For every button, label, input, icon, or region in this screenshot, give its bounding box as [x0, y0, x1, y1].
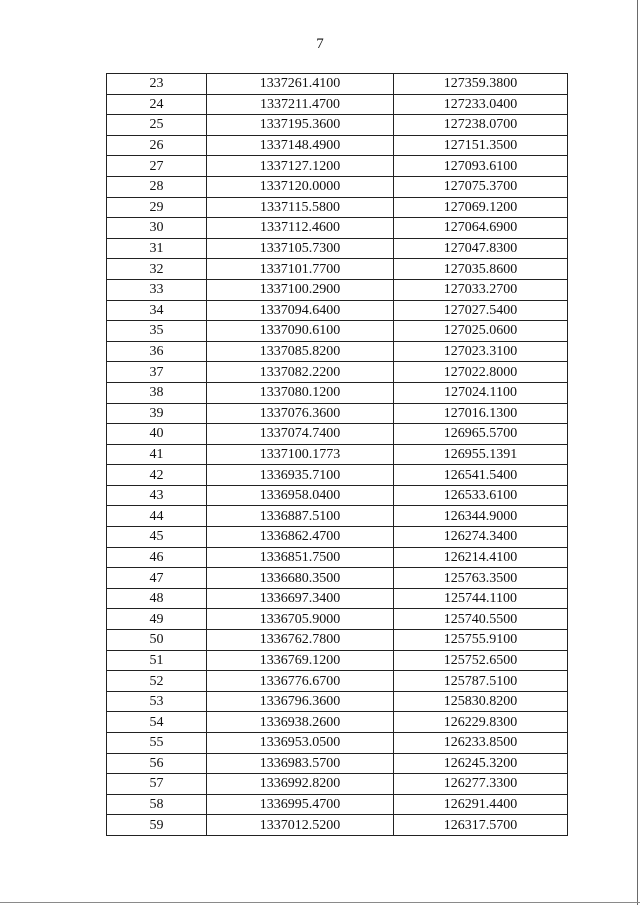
x-coordinate-cell: 1337100.1773 — [207, 444, 394, 465]
y-coordinate-cell: 127075.3700 — [394, 176, 568, 197]
table-row — [107, 74, 568, 95]
table-row — [107, 465, 568, 486]
table-row — [107, 485, 568, 506]
point-number-cell: 56 — [107, 753, 207, 774]
point-number-cell: 32 — [107, 259, 207, 280]
point-number-cell: 33 — [107, 279, 207, 300]
x-coordinate-cell: 1337261.4100 — [207, 74, 394, 95]
y-coordinate-cell: 126291.4400 — [394, 794, 568, 815]
y-coordinate-cell: 127024.1100 — [394, 382, 568, 403]
y-coordinate-cell: 125763.3500 — [394, 568, 568, 589]
x-coordinate-cell: 1337112.4600 — [207, 218, 394, 239]
y-coordinate-cell: 127064.6900 — [394, 218, 568, 239]
point-number-cell: 53 — [107, 691, 207, 712]
x-coordinate-cell: 1336776.6700 — [207, 671, 394, 692]
point-number-cell: 40 — [107, 424, 207, 445]
x-coordinate-cell: 1336680.3500 — [207, 568, 394, 589]
table-row — [107, 94, 568, 115]
y-coordinate-cell: 126229.8300 — [394, 712, 568, 733]
point-number-cell: 34 — [107, 300, 207, 321]
x-coordinate-cell: 1336769.1200 — [207, 650, 394, 671]
coordinates-table-body — [107, 74, 568, 836]
x-coordinate-cell: 1336762.7800 — [207, 630, 394, 651]
point-number-cell: 36 — [107, 341, 207, 362]
y-coordinate-cell: 127023.3100 — [394, 341, 568, 362]
table-row — [107, 712, 568, 733]
x-coordinate-cell: 1336705.9000 — [207, 609, 394, 630]
x-coordinate-cell: 1336995.4700 — [207, 794, 394, 815]
table-row — [107, 218, 568, 239]
page-edge-bottom — [0, 902, 640, 903]
x-coordinate-cell: 1336697.3400 — [207, 588, 394, 609]
y-coordinate-cell: 126344.9000 — [394, 506, 568, 527]
y-coordinate-cell: 125740.5500 — [394, 609, 568, 630]
y-coordinate-cell: 126541.5400 — [394, 465, 568, 486]
point-number-cell: 57 — [107, 774, 207, 795]
y-coordinate-cell: 127035.8600 — [394, 259, 568, 280]
point-number-cell: 39 — [107, 403, 207, 424]
point-number-cell: 23 — [107, 74, 207, 95]
x-coordinate-cell: 1336851.7500 — [207, 547, 394, 568]
x-coordinate-cell: 1336935.7100 — [207, 465, 394, 486]
table-row — [107, 238, 568, 259]
table-row — [107, 156, 568, 177]
y-coordinate-cell: 127233.0400 — [394, 94, 568, 115]
table-row — [107, 506, 568, 527]
x-coordinate-cell: 1337012.5200 — [207, 815, 394, 836]
x-coordinate-cell: 1337127.1200 — [207, 156, 394, 177]
x-coordinate-cell: 1337195.3600 — [207, 115, 394, 136]
y-coordinate-cell: 126317.5700 — [394, 815, 568, 836]
y-coordinate-cell: 127238.0700 — [394, 115, 568, 136]
point-number-cell: 35 — [107, 321, 207, 342]
point-number-cell: 27 — [107, 156, 207, 177]
point-number-cell: 42 — [107, 465, 207, 486]
y-coordinate-cell: 127025.0600 — [394, 321, 568, 342]
table-row — [107, 527, 568, 548]
point-number-cell: 48 — [107, 588, 207, 609]
table-row — [107, 197, 568, 218]
x-coordinate-cell: 1336938.2600 — [207, 712, 394, 733]
y-coordinate-cell: 126955.1391 — [394, 444, 568, 465]
y-coordinate-cell: 125787.5100 — [394, 671, 568, 692]
point-number-cell: 29 — [107, 197, 207, 218]
x-coordinate-cell: 1337148.4900 — [207, 135, 394, 156]
y-coordinate-cell: 127022.8000 — [394, 362, 568, 383]
y-coordinate-cell: 126277.3300 — [394, 774, 568, 795]
x-coordinate-cell: 1337094.6400 — [207, 300, 394, 321]
point-number-cell: 28 — [107, 176, 207, 197]
x-coordinate-cell: 1337082.2200 — [207, 362, 394, 383]
table-row — [107, 135, 568, 156]
point-number-cell: 50 — [107, 630, 207, 651]
x-coordinate-cell: 1337100.2900 — [207, 279, 394, 300]
point-number-cell: 49 — [107, 609, 207, 630]
table-row — [107, 568, 568, 589]
y-coordinate-cell: 126965.5700 — [394, 424, 568, 445]
point-number-cell: 25 — [107, 115, 207, 136]
point-number-cell: 31 — [107, 238, 207, 259]
x-coordinate-cell: 1337074.7400 — [207, 424, 394, 445]
point-number-cell: 58 — [107, 794, 207, 815]
y-coordinate-cell: 125744.1100 — [394, 588, 568, 609]
coordinates-table — [106, 73, 568, 836]
point-number-cell: 52 — [107, 671, 207, 692]
x-coordinate-cell: 1337090.6100 — [207, 321, 394, 342]
y-coordinate-cell: 127016.1300 — [394, 403, 568, 424]
x-coordinate-cell: 1337085.8200 — [207, 341, 394, 362]
point-number-cell: 46 — [107, 547, 207, 568]
table-row — [107, 300, 568, 321]
point-number-cell: 51 — [107, 650, 207, 671]
y-coordinate-cell: 126533.6100 — [394, 485, 568, 506]
x-coordinate-cell: 1337101.7700 — [207, 259, 394, 280]
x-coordinate-cell: 1336796.3600 — [207, 691, 394, 712]
x-coordinate-cell: 1336958.0400 — [207, 485, 394, 506]
table-row — [107, 815, 568, 836]
x-coordinate-cell: 1337115.5800 — [207, 197, 394, 218]
x-coordinate-cell: 1336887.5100 — [207, 506, 394, 527]
y-coordinate-cell: 126274.3400 — [394, 527, 568, 548]
page-number: 7 — [316, 36, 324, 52]
point-number-cell: 47 — [107, 568, 207, 589]
table-row — [107, 279, 568, 300]
x-coordinate-cell: 1336992.8200 — [207, 774, 394, 795]
y-coordinate-cell: 125752.6500 — [394, 650, 568, 671]
table-row — [107, 403, 568, 424]
y-coordinate-cell: 127093.6100 — [394, 156, 568, 177]
table-row — [107, 671, 568, 692]
x-coordinate-cell: 1337080.1200 — [207, 382, 394, 403]
x-coordinate-cell: 1336983.5700 — [207, 753, 394, 774]
point-number-cell: 44 — [107, 506, 207, 527]
point-number-cell: 45 — [107, 527, 207, 548]
y-coordinate-cell: 127047.8300 — [394, 238, 568, 259]
x-coordinate-cell: 1337211.4700 — [207, 94, 394, 115]
table-row — [107, 176, 568, 197]
y-coordinate-cell: 127069.1200 — [394, 197, 568, 218]
point-number-cell: 59 — [107, 815, 207, 836]
table-row — [107, 733, 568, 754]
x-coordinate-cell: 1336862.4700 — [207, 527, 394, 548]
y-coordinate-cell: 127151.3500 — [394, 135, 568, 156]
table-row — [107, 588, 568, 609]
point-number-cell: 41 — [107, 444, 207, 465]
x-coordinate-cell: 1337076.3600 — [207, 403, 394, 424]
table-row — [107, 650, 568, 671]
table-row — [107, 341, 568, 362]
y-coordinate-cell: 127033.2700 — [394, 279, 568, 300]
table-row — [107, 382, 568, 403]
y-coordinate-cell: 127027.5400 — [394, 300, 568, 321]
point-number-cell: 54 — [107, 712, 207, 733]
point-number-cell: 43 — [107, 485, 207, 506]
y-coordinate-cell: 126233.8500 — [394, 733, 568, 754]
point-number-cell: 55 — [107, 733, 207, 754]
table-row — [107, 609, 568, 630]
table-row — [107, 259, 568, 280]
y-coordinate-cell: 127359.3800 — [394, 74, 568, 95]
table-row — [107, 547, 568, 568]
y-coordinate-cell: 125755.9100 — [394, 630, 568, 651]
y-coordinate-cell: 126245.3200 — [394, 753, 568, 774]
table-row — [107, 774, 568, 795]
table-row — [107, 753, 568, 774]
x-coordinate-cell: 1337120.0000 — [207, 176, 394, 197]
table-row — [107, 321, 568, 342]
table-row — [107, 115, 568, 136]
point-number-cell: 38 — [107, 382, 207, 403]
point-number-cell: 26 — [107, 135, 207, 156]
table-row — [107, 424, 568, 445]
page-edge-right — [637, 0, 638, 905]
point-number-cell: 24 — [107, 94, 207, 115]
table-row — [107, 444, 568, 465]
y-coordinate-cell: 126214.4100 — [394, 547, 568, 568]
point-number-cell: 37 — [107, 362, 207, 383]
y-coordinate-cell: 125830.8200 — [394, 691, 568, 712]
table-row — [107, 794, 568, 815]
point-number-cell: 30 — [107, 218, 207, 239]
x-coordinate-cell: 1337105.7300 — [207, 238, 394, 259]
table-row — [107, 630, 568, 651]
table-row — [107, 362, 568, 383]
table-row — [107, 691, 568, 712]
x-coordinate-cell: 1336953.0500 — [207, 733, 394, 754]
